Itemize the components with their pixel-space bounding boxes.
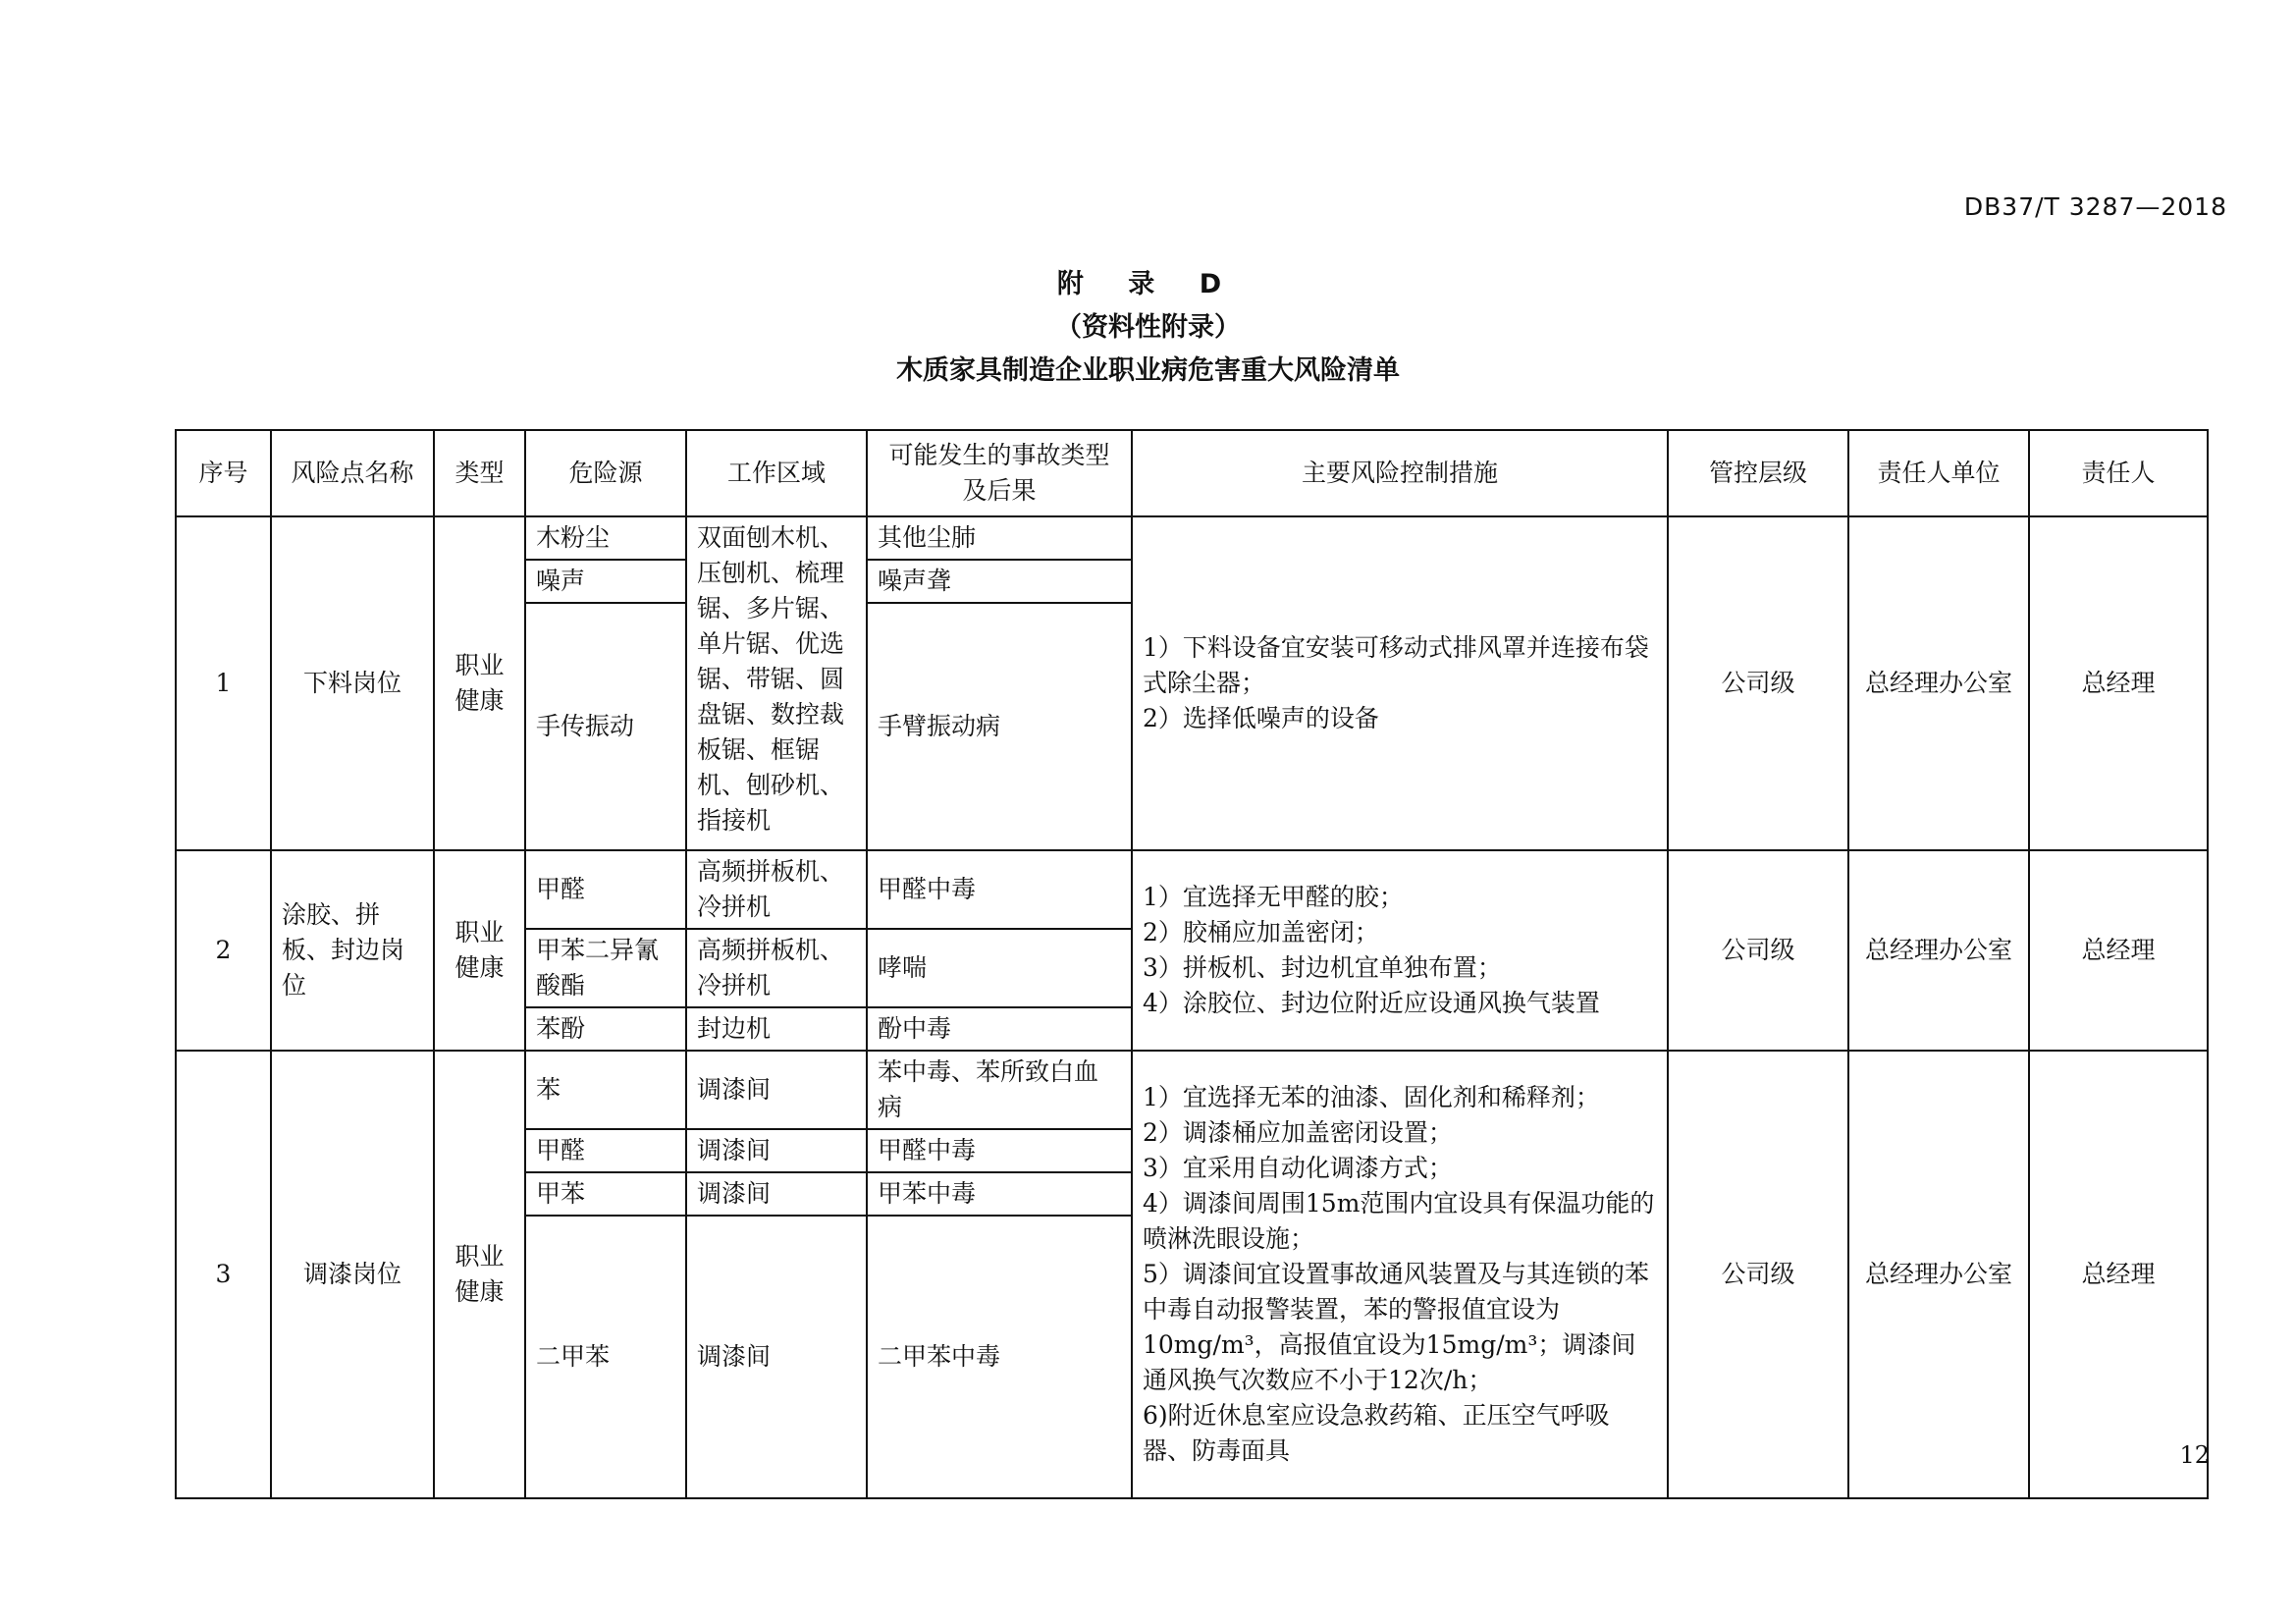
cell-area: 调漆间 — [686, 1129, 867, 1172]
cell-person: 总经理 — [2029, 516, 2208, 850]
cell-seq: 3 — [176, 1051, 271, 1498]
measure-line: 1）宜选择无苯的油漆、固化剂和稀释剂； — [1143, 1083, 1600, 1111]
risk-table — [175, 429, 2209, 1499]
cell-measures — [1132, 1051, 1668, 1498]
page-number: 12 — [2179, 1441, 2210, 1469]
header-unit: 责任人单位 — [1848, 430, 2029, 516]
cell-consequence: 甲醛中毒 — [867, 1129, 1132, 1172]
cell-hazard: 手传振动 — [525, 603, 686, 850]
header-hazard: 危险源 — [525, 430, 686, 516]
cell-measures — [1132, 516, 1668, 850]
measure-line: 6)附近休息室应设急救药箱、正压空气呼吸器、防毒面具 — [1143, 1401, 1610, 1465]
cell-seq: 2 — [176, 850, 271, 1051]
header-consequence: 可能发生的事故类型及后果 — [867, 430, 1132, 516]
measure-line: 3）宜采用自动化调漆方式； — [1143, 1154, 1453, 1182]
measure-line: 1）下料设备宜安装可移动式排风罩并连接布袋式除尘器； — [1143, 633, 1649, 697]
cell-level: 公司级 — [1668, 850, 1848, 1051]
cell-area: 调漆间 — [686, 1172, 867, 1216]
table-header-row — [176, 430, 2208, 516]
cell-point: 下料岗位 — [271, 516, 434, 850]
measure-line: 4）涂胶位、封边位附近应设通风换气装置 — [1143, 989, 1600, 1017]
cell-consequence: 甲苯中毒 — [867, 1172, 1132, 1216]
measure-line: 4）调漆间周围15m范围内宜设具有保温功能的喷淋洗眼设施； — [1143, 1189, 1655, 1253]
cell-hazard: 二甲苯 — [525, 1216, 686, 1498]
cell-hazard: 甲醛 — [525, 850, 686, 929]
cell-type: 职业健康 — [434, 516, 525, 850]
title-block — [0, 263, 2296, 393]
header-point: 风险点名称 — [271, 430, 434, 516]
header-level: 管控层级 — [1668, 430, 1848, 516]
cell-hazard: 苯 — [525, 1051, 686, 1129]
cell-hazard: 木粉尘 — [525, 516, 686, 560]
cell-type: 职业健康 — [434, 1051, 525, 1498]
table-row — [176, 516, 2208, 560]
measure-line: 1）宜选择无甲醛的胶； — [1143, 883, 1404, 911]
document-code: DB37/T 3287—2018 — [1963, 192, 2227, 221]
appendix-title: 附 录 D — [1056, 269, 1240, 299]
header-person: 责任人 — [2029, 430, 2208, 516]
cell-consequence: 二甲苯中毒 — [867, 1216, 1132, 1498]
cell-point: 调漆岗位 — [271, 1051, 434, 1498]
cell-consequence: 酚中毒 — [867, 1007, 1132, 1051]
measure-line: 5）调漆间宜设置事故通风装置及与其连锁的苯中毒自动报警装置，苯的警报值宜设为10mg/m³，高报值宜设为15mg/m³；调漆间通风换气次数应不小于12次/h； — [1143, 1260, 1649, 1394]
cell-person: 总经理 — [2029, 850, 2208, 1051]
cell-consequence: 手臂振动病 — [867, 603, 1132, 850]
cell-unit: 总经理办公室 — [1848, 516, 2029, 850]
cell-hazard: 噪声 — [525, 560, 686, 603]
cell-area: 封边机 — [686, 1007, 867, 1051]
cell-consequence: 甲醛中毒 — [867, 850, 1132, 929]
cell-area: 调漆间 — [686, 1216, 867, 1498]
table-row — [176, 1051, 2208, 1129]
header-type: 类型 — [434, 430, 525, 516]
measure-line: 3）拼板机、封边机宜单独布置； — [1143, 953, 1502, 982]
cell-measures — [1132, 850, 1668, 1051]
header-area: 工作区域 — [686, 430, 867, 516]
cell-area: 双面刨木机、压刨机、梳理锯、多片锯、单片锯、优选锯、带锯、圆盘锯、数控裁板锯、框锯机、刨砂机、指接机 — [686, 516, 867, 850]
cell-consequence: 噪声聋 — [867, 560, 1132, 603]
appendix-kind: （资料性附录） — [1055, 312, 1241, 343]
header-seq: 序号 — [176, 430, 271, 516]
cell-unit: 总经理办公室 — [1848, 1051, 2029, 1498]
cell-hazard: 甲醛 — [525, 1129, 686, 1172]
table-row — [176, 850, 2208, 929]
cell-hazard: 甲苯二异氰酸酯 — [525, 929, 686, 1007]
cell-area: 调漆间 — [686, 1051, 867, 1129]
cell-type: 职业健康 — [434, 850, 525, 1051]
measure-line: 2）胶桶应加盖密闭； — [1143, 918, 1379, 947]
cell-hazard: 苯酚 — [525, 1007, 686, 1051]
cell-consequence: 哮喘 — [867, 929, 1132, 1007]
measure-line: 2）调漆桶应加盖密闭设置； — [1143, 1118, 1453, 1147]
table-title: 木质家具制造企业职业病危害重大风险清单 — [896, 355, 1400, 386]
cell-point: 涂胶、拼板、封边岗位 — [271, 850, 434, 1051]
cell-level: 公司级 — [1668, 1051, 1848, 1498]
cell-person: 总经理 — [2029, 1051, 2208, 1498]
header-measures: 主要风险控制措施 — [1132, 430, 1668, 516]
cell-hazard: 甲苯 — [525, 1172, 686, 1216]
cell-seq: 1 — [176, 516, 271, 850]
cell-consequence: 苯中毒、苯所致白血病 — [867, 1051, 1132, 1129]
cell-area: 高频拼板机、冷拼机 — [686, 850, 867, 929]
cell-level: 公司级 — [1668, 516, 1848, 850]
measure-line: 2）选择低噪声的设备 — [1143, 704, 1379, 732]
cell-unit: 总经理办公室 — [1848, 850, 2029, 1051]
cell-consequence: 其他尘肺 — [867, 516, 1132, 560]
cell-area: 高频拼板机、冷拼机 — [686, 929, 867, 1007]
